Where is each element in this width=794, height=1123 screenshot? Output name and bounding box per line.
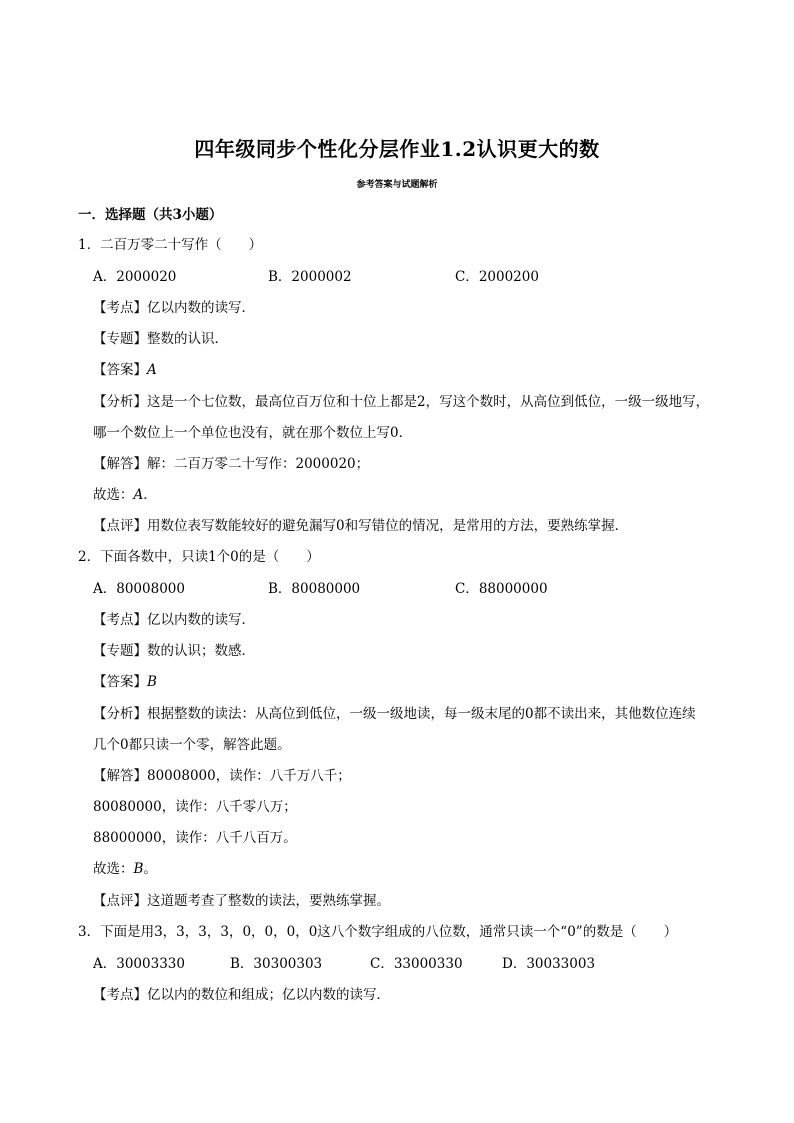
kaodian-tag: 【考点】: [93, 987, 147, 1003]
kaodian-text: 亿以内的数位和组成；亿以内数的读写．: [147, 987, 390, 1003]
question-2-solution-line-3: 88000000，读作：八千八百万。: [93, 830, 297, 846]
question-1-comment: [93, 517, 628, 535]
zhuanti-text: 整数的认识．: [147, 331, 228, 347]
zhuanti-tag: 【专题】: [93, 643, 147, 659]
question-1-analysis-line-1: [93, 393, 709, 411]
question-3-kaodian: [93, 986, 390, 1004]
answer-value: A: [147, 362, 157, 378]
question-3-option-d: D．30033003: [502, 956, 596, 972]
answer-tag: 【答案】: [93, 362, 147, 378]
question-2-kaodian: [93, 611, 255, 629]
answer-value: B: [147, 674, 157, 690]
question-2-solution-line-1: [93, 767, 351, 785]
page-subtitle: 参考答案与试题解析: [356, 180, 438, 190]
question-1-stem: 1．二百万零二十写作（ ）: [78, 237, 263, 253]
question-1-option-c: C．2000200: [455, 269, 539, 285]
choice-suffix: ．: [143, 487, 157, 503]
question-1-solution: [93, 455, 369, 473]
question-2-analysis-line-2: 几个0都只读一个零，解答此题。: [93, 737, 291, 753]
question-2-comment: [93, 892, 390, 910]
question-1-answer: [93, 361, 157, 379]
section-heading: 一．选择题（共3小题）: [78, 207, 223, 223]
choice-prefix: 故选：: [93, 861, 134, 877]
solution-text: 解：二百万零二十写作：2000020；: [147, 456, 370, 472]
question-1-zhuanti: [93, 330, 228, 348]
question-3-option-a: A．30003330: [93, 956, 185, 972]
question-1-kaodian: [93, 299, 255, 317]
analysis-tag: 【分析】: [93, 706, 147, 722]
choice-suffix: 。: [143, 861, 157, 877]
comment-tag: 【点评】: [93, 518, 147, 534]
comment-tag: 【点评】: [93, 893, 147, 909]
question-2-analysis-line-1: [93, 705, 696, 723]
choice-prefix: 故选：: [93, 487, 134, 503]
question-2-zhuanti: [93, 642, 255, 660]
question-2-option-a: A．80008000: [93, 581, 185, 597]
question-3-option-b: B．30300303: [230, 956, 323, 972]
zhuanti-text: 数的认识；数感．: [147, 643, 255, 659]
kaodian-text: 亿以内数的读写．: [147, 612, 255, 628]
solution-tag: 【解答】: [93, 768, 147, 784]
question-1-option-b: B．2000002: [268, 269, 352, 285]
kaodian-text: 亿以内数的读写．: [147, 300, 255, 316]
analysis-text-1: 根据整数的读法：从高位到低位，一级一级地读，每一级末尾的0都不读出来，其他数位连续: [147, 706, 696, 722]
question-2-stem: 2．下面各数中，只读1个0的是（ ）: [78, 549, 320, 565]
analysis-text-1: 这是一个七位数，最高位百万位和十位上都是2，写这个数时，从高位到低位，一级一级地写，: [147, 394, 710, 410]
kaodian-tag: 【考点】: [93, 300, 147, 316]
comment-text: 这道题考查了整数的读法，要熟练掌握。: [147, 893, 390, 909]
question-1-analysis-line-2: 哪一个数位上一个单位也没有，就在那个数位上写0．: [93, 425, 413, 441]
question-1-choice: [93, 486, 157, 504]
question-2-solution-line-2: 80080000，读作：八千零八万；: [93, 799, 297, 815]
kaodian-tag: 【考点】: [93, 612, 147, 628]
solution-tag: 【解答】: [93, 456, 147, 472]
page-title: 四年级同步个性化分层作业1.2认识更大的数: [194, 137, 600, 161]
question-3-option-c: C．33000330: [370, 956, 463, 972]
choice-value: B: [133, 861, 144, 877]
question-3-stem: 3．下面是用3，3，3，3，0，0，0，0这八个数字组成的八位数，通常只读一个“0”的数是（ ）: [78, 924, 678, 940]
zhuanti-tag: 【专题】: [93, 331, 147, 347]
question-2-choice: [93, 860, 157, 878]
solution-text-1: 80008000，读作：八千万八千；: [147, 768, 351, 784]
question-2-option-b: B．80080000: [268, 581, 361, 597]
question-2-option-c: C．88000000: [455, 581, 548, 597]
question-1-option-a: A．2000020: [93, 269, 177, 285]
question-2-answer: [93, 673, 157, 691]
analysis-tag: 【分析】: [93, 394, 147, 410]
comment-text: 用数位表写数能较好的避免漏写0和写错位的情况，是常用的方法，要熟练掌握．: [147, 518, 629, 534]
choice-value: A: [133, 487, 144, 503]
answer-tag: 【答案】: [93, 674, 147, 690]
